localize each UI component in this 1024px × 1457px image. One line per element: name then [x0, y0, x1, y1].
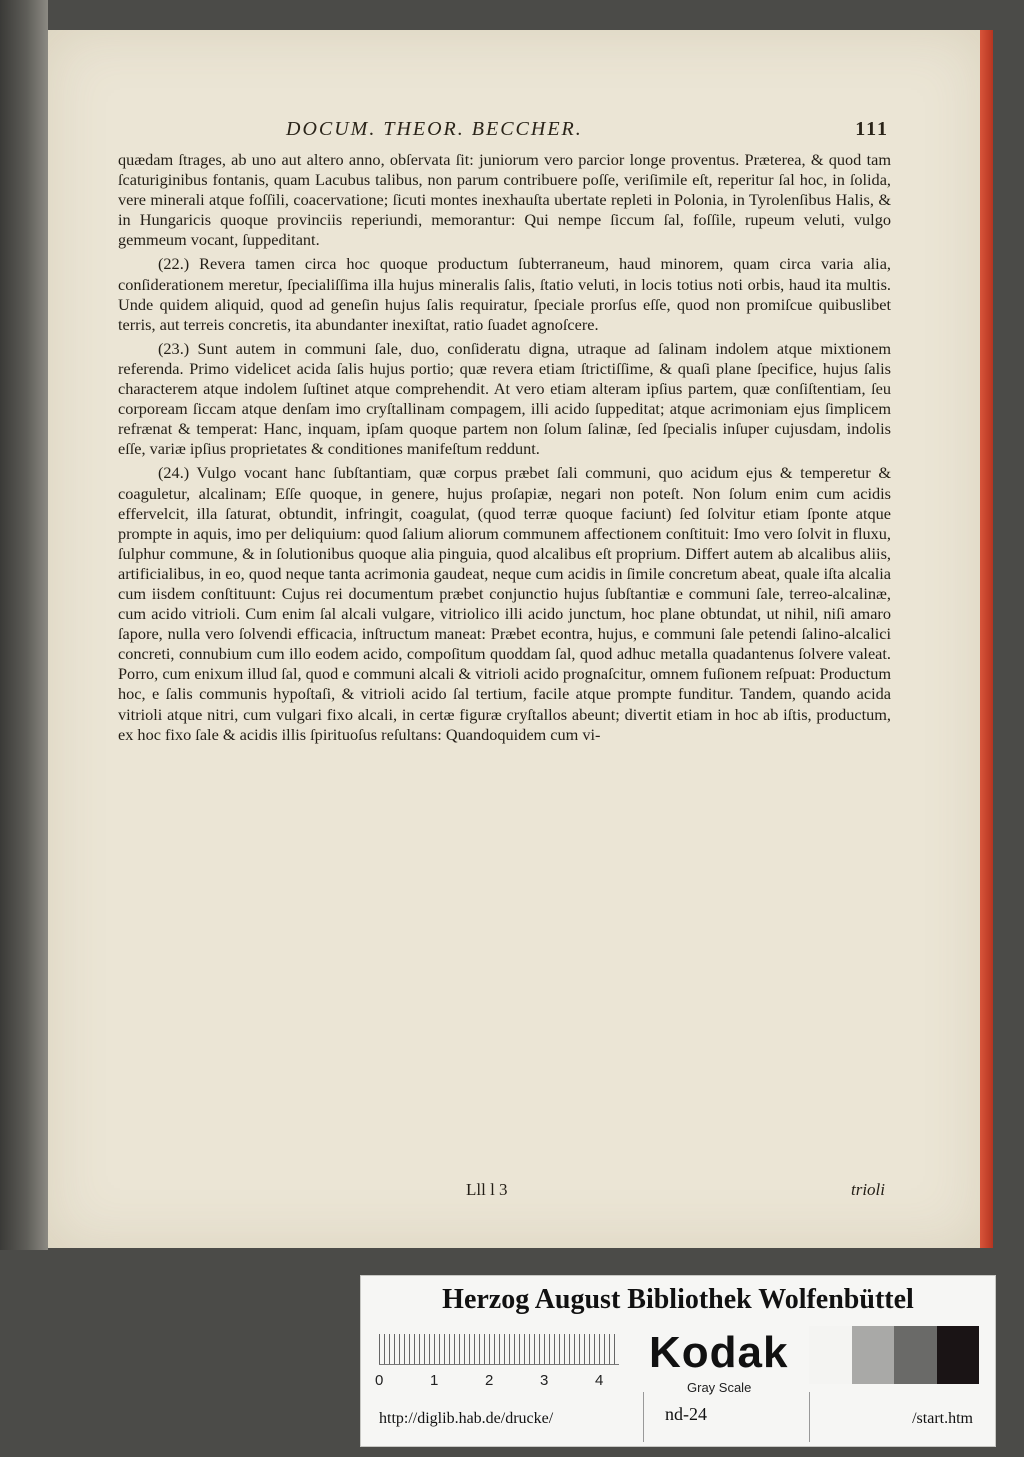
ruler-number: 3 [540, 1372, 549, 1389]
page-number: 111 [855, 118, 889, 140]
shelfmark-code: nd-24 [665, 1404, 707, 1424]
url-left: http://diglib.hab.de/drucke/ [379, 1410, 554, 1427]
ruler-number: 1 [430, 1372, 439, 1389]
paragraph-continued: quædam ſtrages, ab uno aut altero anno, obſervata ſit: juniorum vero parcior longe proventus. Præterea, & quod tam ſcaturiginibus fontanis, quam Lacubus talibus, non parum contribuere poſſe, veriſimile eſt, reperitur ſal hoc, in ſolida, vere minerali atque foſſili, coacervatione; ſicuti montes inexhauſta ubertate repleti in Polonia, in Tyrolenſibus Halis, & in Hungaricis quoque provinciis reperiundi, memorantur: Qui nempe ſiccum ſal, foſſile, rupeum veluti, vulgo gemmeum vocant, ſuppeditant. [118, 150, 891, 250]
signature-mark: Lll l 3 [466, 1180, 508, 1199]
ruler-number: 4 [595, 1372, 604, 1389]
ruler-number: 0 [375, 1372, 384, 1389]
kodak-logo: Kodak [649, 1328, 789, 1377]
book-gutter [0, 0, 48, 1250]
book-page [48, 30, 983, 1248]
running-head-title: DOCUM. THEOR. BECCHER. [286, 118, 583, 140]
scale-ruler [379, 1334, 619, 1365]
paragraph-23: (23.) Sunt autem in communi ſale, duo, conſideratu digna, utraque ad ſalinam indolem atque mixtionem referenda. Primo videlicet acida ſalis hujus portio; quæ revera etiam ſtrictiſſime, & quaſi plane ſpecifice, hujus ſalis characterem atque indolem ſuſtinet atque comprehendit. At vero etiam alteram ipſius partem, quæ conſiſtentiam, ſeu corpoream ſiccam atque denſam imo cryſtallinam compagem, illi acido ſuppeditat; atque acrimoniam ejus ſimplicem refrænat & temperat: Hanc, inquam, ipſam quoque partem non ſolum ſalinæ, ſed ſpecialis inſuper cujusdam, indolis eſſe, variæ ipſius proprietates & conditiones manifeſtum reddunt. [118, 338, 891, 459]
gray-swatch [809, 1326, 852, 1384]
url-right: /start.htm [912, 1410, 973, 1427]
paragraph-24: (24.) Vulgo vocant hanc ſubſtantiam, quæ corpus præbet ſali communi, quo acidum ejus & temperetur & coaguletur, alcalinam; Eſſe quoque, in genere, hujus proſapiæ, negari non poteſt. Non ſolum enim cum acidis effervelcit, illa ſaturat, obtundit, infringit, coagulat, (quod terræ quoque faciunt) ſed ſolvitur etiam ſponte atque prompte in aquis, imo per deliquium: quod ſalium aliorum communem affectionem conſtituit: Imo vero ſolvit in fluxu, ſulphur commune, & in ſolutionibus quoque alia pinguia, quod alcalibus eſt proprium. Differt autem ab alcalibus aliis, artificialibus, in eo, quod neque tanta acrimonia gaudeat, neque cum acidis in ſimile concretum abeat, quale iſta alcalia cum iisdem conſtituunt: Cujus rei documentum præbet conjunctio hujus ſubſtantiæ e communi ſale, terreo-alcalinæ, cum acido vitrioli. Cum enim ſal alcali vulgare, vitriolico illi acido junctum, hoc plane obtundat, ut nihil, niſi amaro ſapore, nulla vero ſolvendi efficacia, inſtructum maneat: Præbet econtra, hujus, e communi ſale petendi ſalino-alcalici concreti, connubium cum illo eodem acido, compoſitum quoddam ſal, quod adhuc metalla quadantenus ſolvere valeat. Porro, cum enixum illud ſal, quod e communi alcali & vitrioli acido prognaſcitur, omnem fuſionem reſpuat: Productum hoc, e ſalis communis hypoſtaſi, & vitrioli acido ſal tertium, facile atque prompte funditur. Tandem, quando acida vitrioli atque nitri, cum vulgari fixo alcali, in certæ figuræ cryſtallos abeunt; divertit etiam in hoc ab iſtis, productum, ex hoc fixo ſale & acidis illis ſpirituoſus reſultans: Quandoquidem cum vi- [118, 463, 892, 744]
gray-swatches [809, 1326, 979, 1384]
library-name: Herzog August Bibliothek Wolfenbüttel [442, 1284, 914, 1315]
ruler-number: 2 [485, 1372, 494, 1389]
divider [809, 1392, 810, 1442]
gray-swatch [937, 1326, 980, 1384]
catchword: trioli [850, 1180, 885, 1199]
paragraph-22: (22.) Revera tamen circa hoc quoque productum ſubterraneum, haud minorem, quam circa varia alia, conſiderationem meretur, ſpecialiſſima illa hujus mineralis ſalis, ſtatio veluti, in locis totius noti orbis, haud ita multis. Unde quidem aliquid, quod ad geneſin hujus ſalis requiratur, ſpeciale prorſus eſſe, quod non promiſcue quibuslibet terris, aut terreis concretis, ita abundanter inexiſtat, ratio ſuadet agnoſcere. [118, 254, 891, 334]
page-red-edge [980, 30, 993, 1248]
gray-scale-label: Gray Scale [687, 1380, 752, 1395]
divider [643, 1392, 644, 1442]
gray-swatch [894, 1326, 937, 1384]
body-text [118, 150, 891, 749]
ruler-numbers [375, 1372, 625, 1392]
color-target-card [360, 1275, 996, 1447]
gray-swatch [852, 1326, 895, 1384]
